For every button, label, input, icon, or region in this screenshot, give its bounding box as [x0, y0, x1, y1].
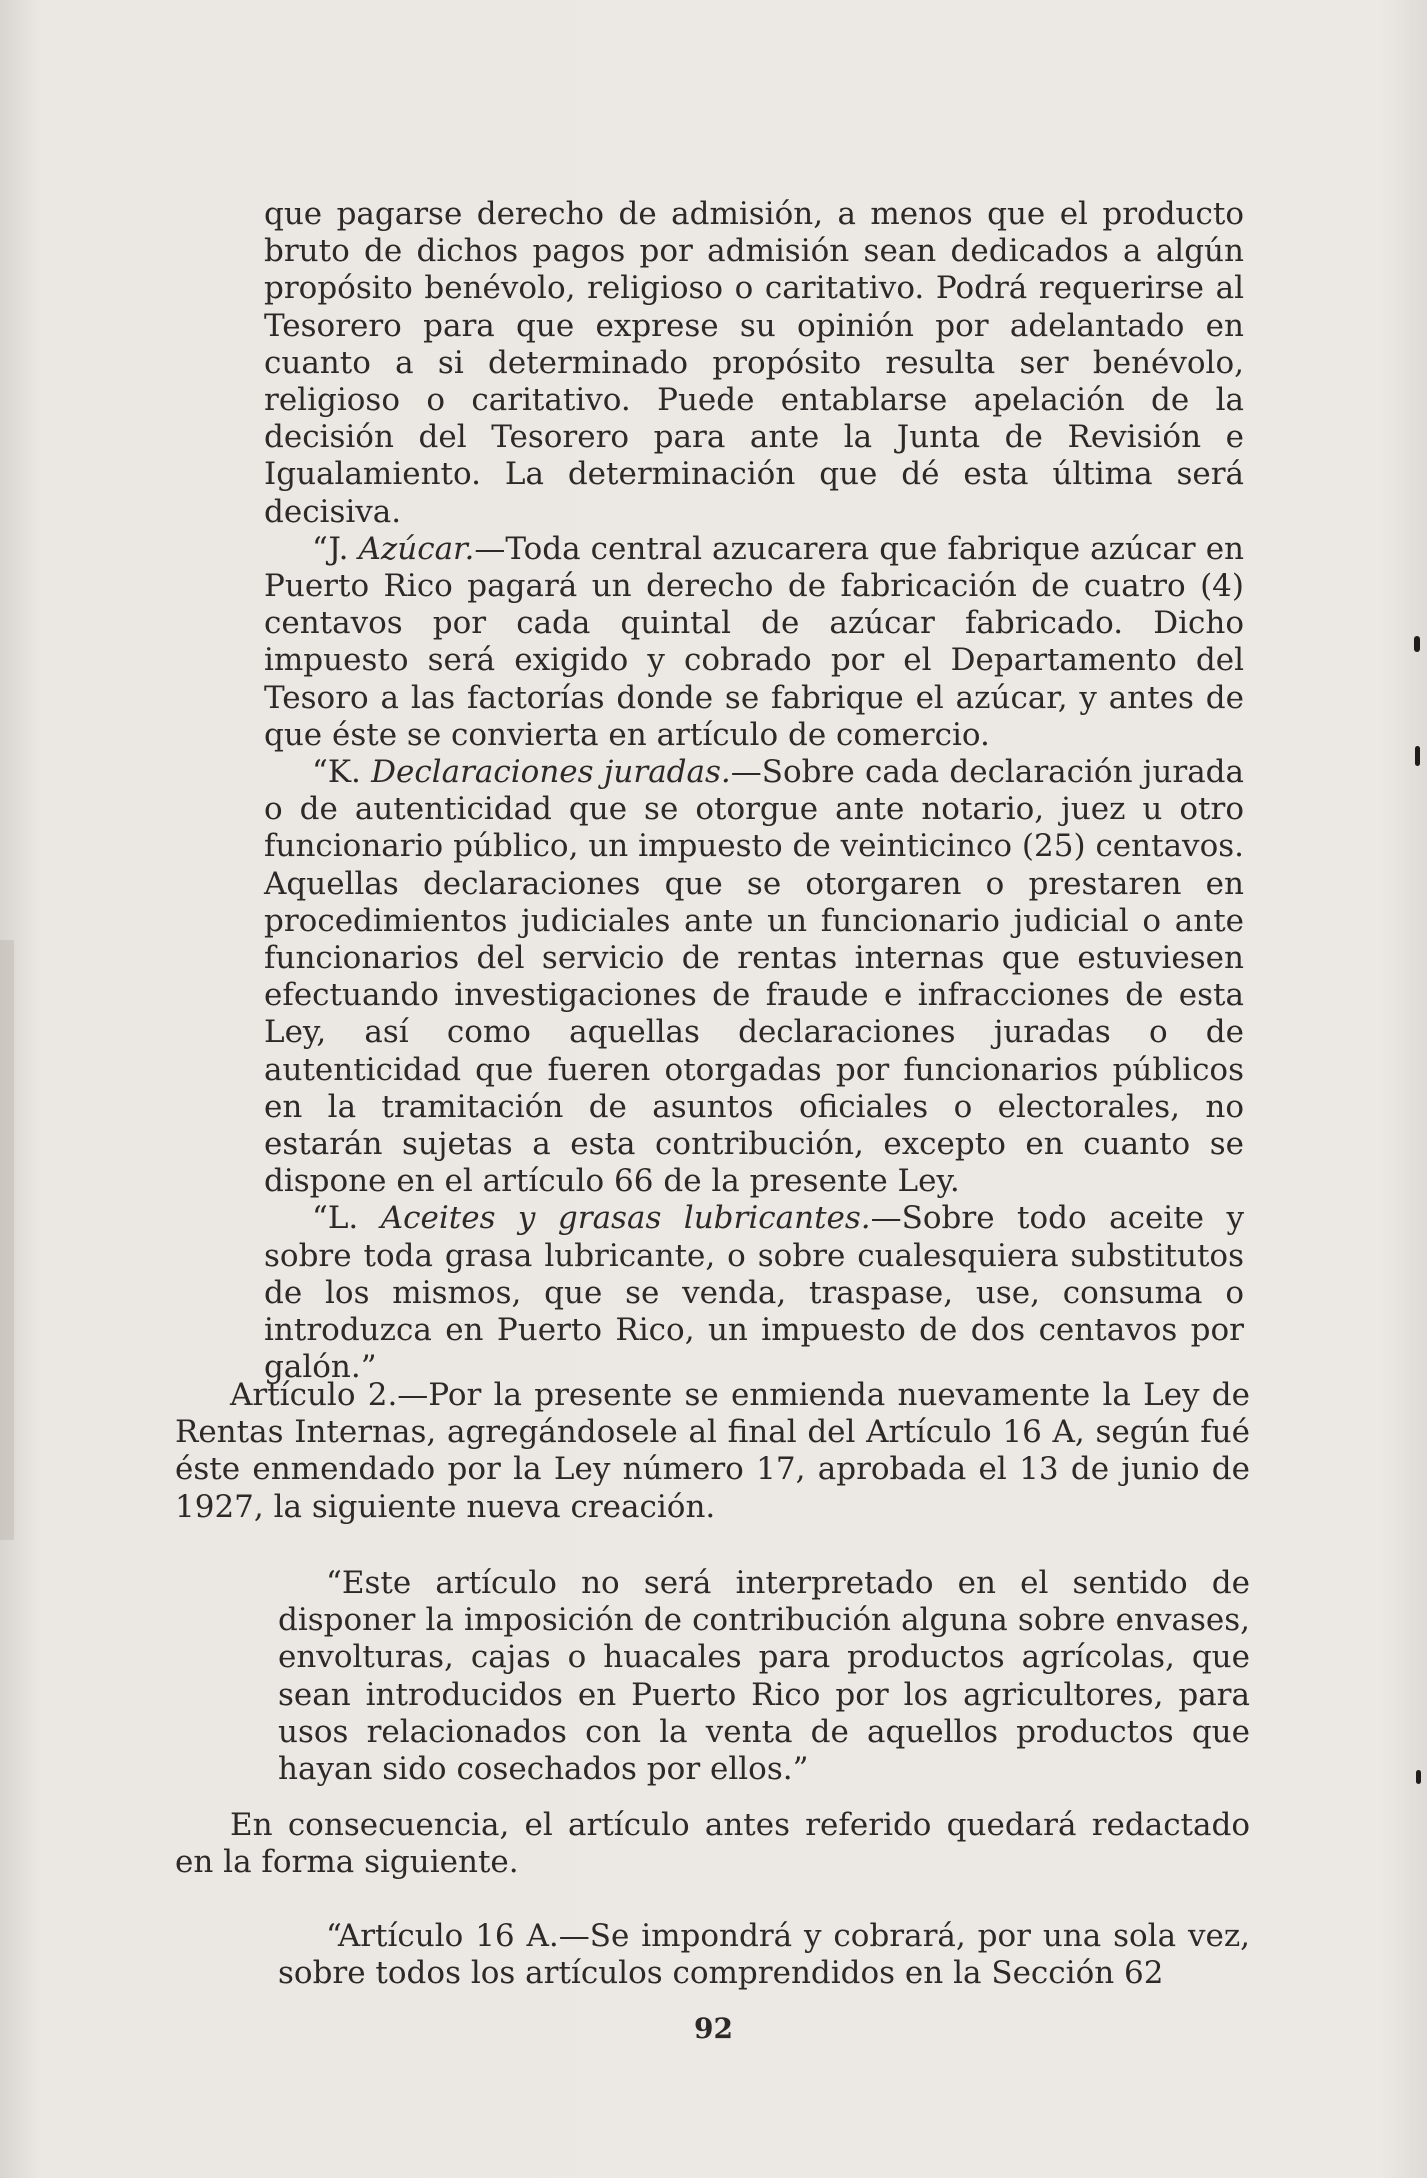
- paragraph-article-16a: “Artículo 16 A.—Se impondrá y cobrará, por una sola vez, sobre todos los artículos comprendidos en la Sección 62: [278, 1918, 1250, 1992]
- article-2-block: [175, 1377, 1250, 1526]
- margin-mark-2: [1415, 746, 1420, 766]
- item-k-title: Declaraciones juradas.: [371, 754, 731, 791]
- item-j-text: —Toda central azucarera que fabrique azúcar en Puerto Rico pagará un derecho de fabricación de cuatro (4) centavos por cada quintal de azúcar fabricado. Dicho impuesto será exigido y cobrado por el Departamento del Tesoro a las factorías donde se fabrique el azúcar, y antes de que éste se convierta en artículo de comercio.: [264, 530, 1245, 753]
- main-text-block: [264, 196, 1244, 1387]
- quote-block-2: [278, 1918, 1250, 1992]
- page-edge-shadow: [0, 940, 14, 1540]
- item-k-prefix: “K.: [312, 754, 372, 791]
- paragraph-j-azucar: [264, 531, 1244, 754]
- margin-mark-1: [1414, 636, 1420, 652]
- item-j-prefix: “J.: [312, 530, 359, 567]
- paragraph-k-declaraciones: [264, 754, 1244, 1200]
- paragraph-l-aceites: [264, 1200, 1244, 1386]
- item-l-prefix: “L.: [312, 1200, 381, 1237]
- paragraph-consecuencia: En consecuencia, el artículo antes referido quedará redactado en la forma siguiente.: [175, 1807, 1250, 1881]
- item-j-title: Azúcar.: [358, 530, 475, 567]
- item-l-text: —Sobre todo aceite y sobre toda grasa lubricante, o sobre cualesquiera substitutos de los mismos, que se venda, traspase, use, consuma o introduzca en Puerto Rico, un impuesto de dos centavos por galón.”: [264, 1200, 1244, 1386]
- consequence-block: [175, 1807, 1250, 1881]
- item-k-text: —Sobre cada declaración jurada o de autenticidad que se otorgue ante notario, juez u otro funcionario público, un impuesto de veinticinco (25) centavos. Aquellas declaraciones que se otorgaren o prestaren en procedimientos judiciales ante un funcionario judicial o ante funcionarios del servicio de rentas internas que estuviesen efectuando investigaciones de fraude e infracciones de esta Ley, así como aquellas declaraciones juradas o de autenticidad que fueren otorgadas por funcionarios públicos en la tramitación de asuntos oficiales o electorales, no estarán sujetas a esta contribución, excepto en cuanto se dispone en el artículo 66 de la presente Ley.: [264, 754, 1244, 1200]
- paragraph-quote-envases: “Este artículo no será interpretado en el sentido de disponer la imposición de contribución alguna sobre envases, envolturas, cajas o huacales para productos agrícolas, que sean introducidos en Puerto Rico por los agricultores, para usos relacionados con la venta de aquellos productos que hayan sido cosechados por ellos.”: [278, 1565, 1250, 1788]
- paragraph-admission: que pagarse derecho de admisión, a menos que el producto bruto de dichos pagos por admisión sean dedicados a algún propósito benévolo, religioso o caritativo. Podrá requerirse al Tesorero para que exprese su opinión por adelantado en cuanto a si determinado propósito resulta ser benévolo, religioso o caritativo. Puede entablarse apelación de la decisión del Tesorero para ante la Junta de Revisión e Igualamiento. La determinación que dé esta última será decisiva.: [264, 196, 1244, 530]
- margin-mark-3: [1416, 1770, 1421, 1784]
- item-l-title: Aceites y grasas lubricantes.: [380, 1200, 871, 1237]
- page-number: 92: [694, 2012, 733, 2045]
- paragraph-article-2: Artículo 2.—Por la presente se enmienda nuevamente la Ley de Rentas Internas, agregándosele al final del Artículo 16 A, según fué éste enmendado por la Ley número 17, aprobada el 13 de junio de 1927, la siguiente nueva creación.: [175, 1377, 1250, 1525]
- quote-block-1: [278, 1565, 1250, 1788]
